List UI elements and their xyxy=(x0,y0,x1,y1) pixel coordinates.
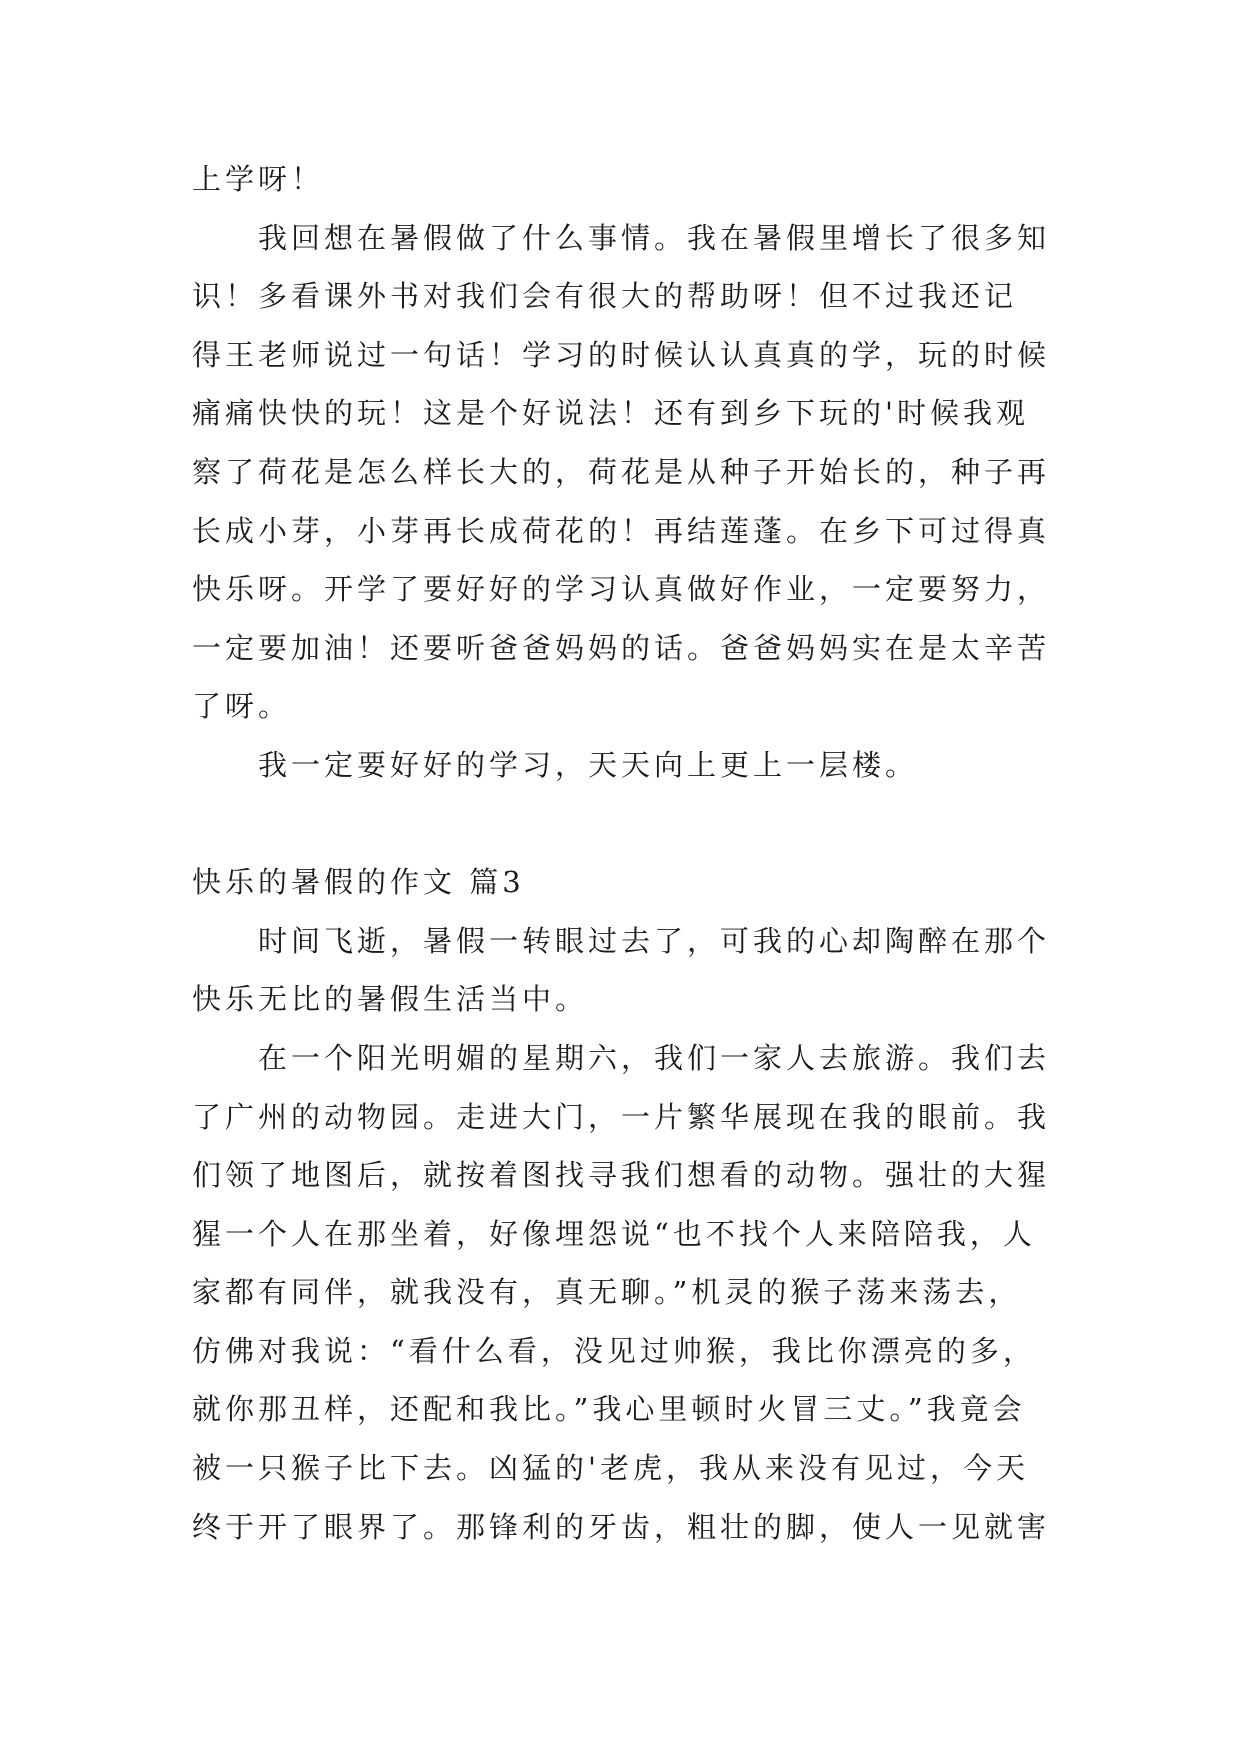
text-line: 察了荷花是怎么样长大的，荷花是从种子开始长的，种子再 xyxy=(192,454,1051,489)
section-spacer xyxy=(192,795,1062,854)
text-line: 得王老师说过一句话！学习的时候认认真真的学，玩的时候 xyxy=(192,337,1051,372)
text-line: 在一个阳光明媚的星期六，我们一家人去旅游。我们去 xyxy=(258,1040,1051,1075)
text-line: 我回想在暑假做了什么事情。我在暑假里增长了很多知 xyxy=(258,220,1051,255)
text-line: 终于开了眼界了。那锋利的牙齿，粗壮的脚，使人一见就害 xyxy=(192,1509,1051,1544)
text-line: 家都有同伴，就我没有，真无聊。”机灵的猴子荡来荡去， xyxy=(192,1275,1022,1310)
section-heading xyxy=(192,853,1062,912)
text-line: 识！多看课外书对我们会有很大的帮助呀！但不过我还记 xyxy=(192,279,1018,314)
text-line: 们领了地图后，就按着图找寻我们想看的动物。强壮的大猩 xyxy=(192,1158,1051,1193)
text-line: 仿佛对我说：“看什么看，没见过帅猴，我比你漂亮的多， xyxy=(192,1333,1036,1368)
text-line: 痛痛快快的玩！这是个好说法！还有到乡下玩的'时候我观 xyxy=(192,396,1029,431)
text-line: 快乐呀。开学了要好好的学习认真做好作业，一定要努力， xyxy=(192,572,1051,607)
text-line: 我一定要好好的学习，天天向上更上一层楼。 xyxy=(258,747,919,782)
paragraph xyxy=(192,209,1062,736)
text-line: 了呀。 xyxy=(192,689,292,724)
document-body xyxy=(192,150,1062,1556)
text-line: 就你那丑样，还配和我比。”我心里顿时火冒三丈。”我竟会 xyxy=(192,1392,1026,1427)
paragraph xyxy=(192,912,1062,1029)
paragraph xyxy=(192,150,1062,209)
text-line: 一定要加油！还要听爸爸妈妈的话。爸爸妈妈实在是太辛苦 xyxy=(192,630,1051,665)
text-line: 快乐无比的暑假生活当中。 xyxy=(192,982,589,1017)
text-line: 长成小芽，小芽再长成荷花的！再结莲蓬。在乡下可过得真 xyxy=(192,513,1051,548)
paragraph xyxy=(192,736,1062,795)
text-line: 上学呀！ xyxy=(192,162,325,196)
text-line: 时间飞逝，暑假一转眼过去了，可我的心却陶醉在那个 xyxy=(258,923,1051,958)
paragraph xyxy=(192,1029,1062,1556)
text-line: 被一只猴子比下去。凶猛的'老虎，我从来没有见过，今天 xyxy=(192,1451,1029,1486)
text-line: 了广州的动物园。走进大门，一片繁华展现在我的眼前。我 xyxy=(192,1099,1051,1134)
text-line: 猩一个人在那坐着，好像埋怨说“也不找个人来陪陪我，人 xyxy=(192,1216,1036,1251)
heading-text: 快乐的暑假的作文 篇3 xyxy=(192,865,525,900)
